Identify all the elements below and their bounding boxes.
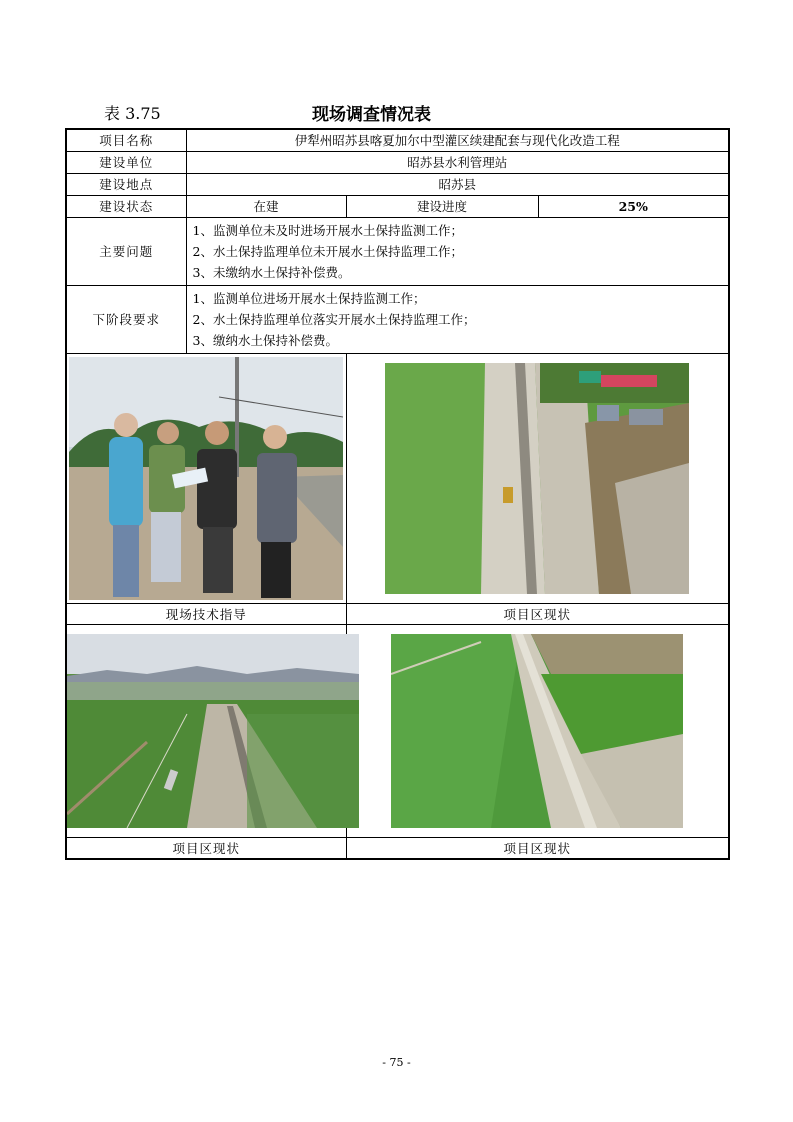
table-caption-title: 现场调查情况表: [312, 105, 431, 125]
project-name-value: 伊犁州昭苏县喀夏加尔中型灌区续建配套与现代化改造工程: [186, 129, 729, 151]
row-unit: [66, 151, 729, 173]
unit-label: 建设单位: [66, 151, 186, 173]
photo-project-area-aerial: [385, 363, 689, 594]
requirement-item: 3、缴纳水土保持补偿费。: [192, 332, 338, 348]
row-photos-2: [66, 624, 729, 837]
problem-item: 3、未缴纳水土保持补偿费。: [192, 264, 351, 280]
photo-cell-2: [346, 353, 729, 603]
photo-cell-4: [346, 624, 729, 837]
unit-value: 昭苏县水利管理站: [186, 151, 729, 173]
status-value: 在建: [186, 195, 346, 217]
photo-caption: 现场技术指导: [66, 603, 346, 624]
survey-table: [65, 128, 730, 860]
table-caption-label: 表 3.75: [104, 104, 161, 123]
photo-cell-3: [66, 624, 346, 837]
page-number: - 75 -: [382, 1056, 411, 1069]
row-location: [66, 173, 729, 195]
photo-site-guidance: [69, 357, 343, 600]
location-value: 昭苏县: [186, 173, 729, 195]
row-project-name: [66, 129, 729, 151]
problems-list: [186, 217, 729, 285]
requirements-label: 下阶段要求: [66, 285, 186, 353]
requirement-item: 2、水土保持监理单位落实开展水土保持监理工作；: [192, 311, 476, 327]
progress-value: 25%: [538, 195, 729, 217]
location-label: 建设地点: [66, 173, 186, 195]
row-requirements: [66, 285, 729, 353]
row-status: [66, 195, 729, 217]
photo-caption: 项目区现状: [66, 837, 346, 859]
problem-item: 2、水土保持监理单位未开展水土保持监理工作；: [192, 243, 463, 259]
row-photos-1: [66, 353, 729, 603]
photo-project-area-canal: [391, 634, 683, 828]
row-photo-captions-1: [66, 603, 729, 624]
progress-label: 建设进度: [346, 195, 538, 217]
photo-cell-1: [66, 353, 346, 603]
status-label: 建设状态: [66, 195, 186, 217]
row-photo-captions-2: [66, 837, 729, 859]
project-name-label: 项目名称: [66, 129, 186, 151]
requirement-item: 1、监测单位进场开展水土保持监测工作；: [192, 290, 426, 306]
row-problems: [66, 217, 729, 285]
photo-caption: 项目区现状: [346, 603, 729, 624]
photo-project-area-wide: [67, 634, 359, 828]
photo-caption: 项目区现状: [346, 837, 729, 859]
problem-item: 1、监测单位未及时进场开展水土保持监测工作；: [192, 222, 463, 238]
requirements-list: [186, 285, 729, 353]
problems-label: 主要问题: [66, 217, 186, 285]
